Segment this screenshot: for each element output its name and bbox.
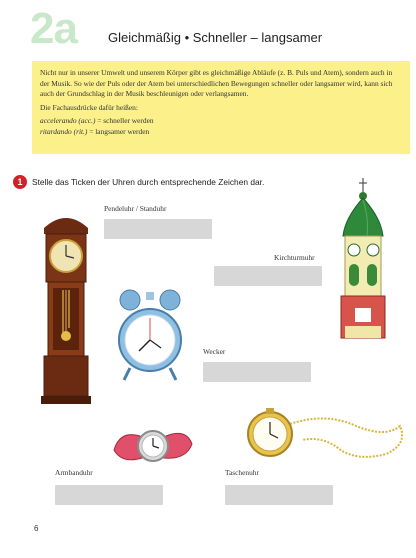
answer-field-alarm-clock[interactable] [203, 362, 311, 382]
pendulum-clock-illustration [36, 208, 96, 408]
info-box [32, 61, 410, 154]
label-church-clock: Kirchturmuhr [274, 253, 315, 262]
page-number: 6 [34, 524, 39, 533]
label-wristwatch: Armbanduhr [55, 468, 93, 477]
task-instruction: Stelle das Ticken der Uhren durch entsprechende Zeichen dar. [32, 177, 265, 187]
pocket-watch-illustration [246, 404, 410, 470]
answer-field-pendulum-clock[interactable] [104, 219, 212, 239]
answer-field-wristwatch[interactable] [55, 485, 163, 505]
wristwatch-illustration [112, 420, 194, 470]
task-number-badge: 1 [13, 175, 27, 189]
answer-field-pocket-watch[interactable] [225, 485, 333, 505]
lesson-number: 2a [30, 4, 77, 53]
term-name: accelerando (acc.) [40, 116, 96, 126]
church-tower-illustration [333, 178, 393, 342]
label-alarm-clock: Wecker [203, 347, 226, 356]
label-pendulum-clock: Pendeluhr / Standuhr [104, 204, 167, 213]
page-title: Gleichmäßig • Schneller – langsamer [108, 30, 323, 45]
info-terms-intro: Die Fachausdrücke dafür heißen: [40, 102, 138, 112]
term-name: ritardando (rit.) [40, 126, 88, 136]
term-accelerando [40, 116, 402, 127]
term-definition: = schneller werden [95, 116, 154, 126]
label-pocket-watch: Taschenuhr [225, 468, 259, 477]
task-heading [13, 175, 264, 189]
alarm-clock-illustration [116, 288, 184, 384]
term-definition: = langsamer werden [87, 126, 150, 136]
term-ritardando [40, 127, 402, 138]
answer-field-church-clock[interactable] [214, 266, 322, 286]
info-paragraph: Nicht nur in unserer Umwelt und unserem Körper gibt es gleichmäßige Abläufe (z. B. Puls und Atem), sondern auch in der Musik. So wie der Puls oder der Atem bei unterschiedlichen Bewegungen schneller oder langsamer wird, kann sich auch der Grundschlag in der Musik beschleunigen oder verlangsamen. [40, 68, 393, 99]
